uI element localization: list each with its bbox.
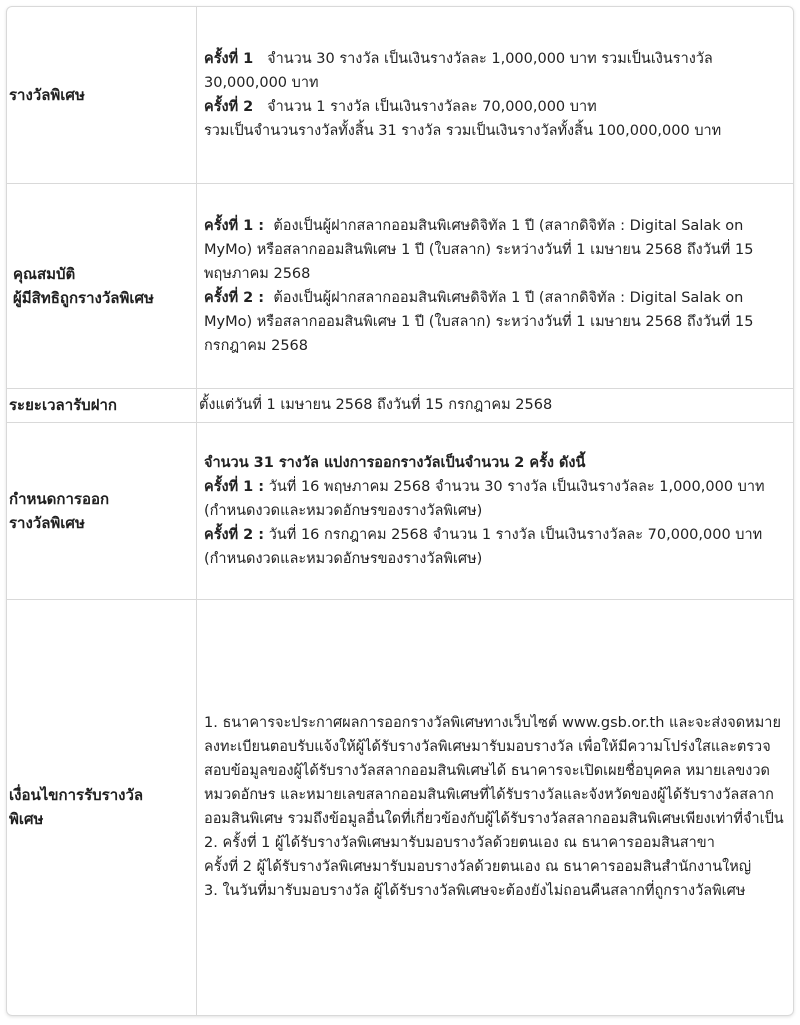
row-label-deposit-period: ระยะเวลารับฝาก (7, 388, 197, 422)
round-label: ครั้งที่ 2 : (204, 526, 265, 543)
content-line: 1. ธนาคารจะประกาศผลการออกรางวัลพิเศษทางเว็บไซต์ www.gsb.or.th และจะส่งจดหมายลงทะเบียนตอบรับแจ้งให้ผู้ได้รับรางวัลพิเศษมารับมอบรางวัล เพื่อให้มีความโปร่งใสและตรวจสอบข้อมูลของผู้ได้รับรางวัลสลากออมสินพิเศษได้ ธนาคารจะเปิดเผยชื่อบุคคล หมายเลขงวด หมวดอักษร และหมายเลขสลากออมสินพิเศษที่ได้รับรางวัลและจังหวัดของผู้ได้รับรางวัลสลากออมสินพิเศษ รวมถึงข้อมูลอื่นใดที่เกี่ยวข้องกับผู้ได้รับรางวัลสลากออมสินพิเศษเพียงเท่าที่จำเป็น (204, 715, 784, 828)
round-text: ต้องเป็นผู้ฝากสลากออมสินพิเศษดิจิทัล 1 ปี (สลากดิจิทัล : Digital Salak on MyMo) หรือสลากออมสินพิเศษ 1 ปี (ใบสลาก) ระหว่างวันที่ 1 เมษายน 2568 ถึงวันที่ 15 กรกฎาคม 2568 (204, 289, 759, 354)
table-row-draw-schedule (7, 422, 793, 599)
label-line: กำหนดการออก (9, 489, 110, 508)
row-label-conditions (7, 599, 197, 1015)
round-label: ครั้งที่ 2 : (204, 289, 265, 306)
table-row-deposit-period (7, 388, 793, 422)
prize-info-table (7, 7, 793, 1015)
round-text: วันที่ 16 พฤษภาคม 2568 จำนวน 30 รางวัล เป็นเงินรางวัลละ 1,000,000 บาท (กำหนดงวดและหมวดอักษรของรางวัลพิเศษ) (204, 478, 770, 519)
row-content-special-prize (197, 7, 794, 183)
round-label: ครั้งที่ 2 (204, 98, 254, 115)
row-label-draw-schedule (7, 422, 197, 599)
row-content-eligibility (197, 183, 794, 388)
round-label: ครั้งที่ 1 : (204, 217, 265, 234)
table-row-special-prize (7, 7, 793, 183)
row-label-special-prize: รางวัลพิเศษ (7, 7, 197, 183)
draw-schedule-heading: จำนวน 31 รางวัล แบ่งการออกรางวัลเป็นจำนวน 2 ครั้ง ดังนี้ (204, 454, 586, 471)
content-line (204, 523, 785, 571)
label-line: พิเศษ (9, 810, 44, 829)
content-line (204, 475, 785, 523)
content-line: 2. ครั้งที่ 1 ผู้ได้รับรางวัลพิเศษมารับมอบรางวัลด้วยตนเอง ณ ธนาคารออมสินสาขา (204, 835, 715, 852)
prize-info-table-container (6, 6, 794, 1016)
label-line: รางวัลพิเศษ (9, 513, 85, 532)
label-line: คุณสมบัติ (13, 264, 76, 283)
table-row-eligibility (7, 183, 793, 388)
row-label-eligibility (7, 183, 197, 388)
content-line (204, 47, 785, 95)
content-line (204, 214, 785, 286)
row-content-deposit-period: ตั้งแต่วันที่ 1 เมษายน 2568 ถึงวันที่ 15 กรกฎาคม 2568 (197, 388, 794, 422)
round-text: ต้องเป็นผู้ฝากสลากออมสินพิเศษดิจิทัล 1 ปี (สลากดิจิทัล : Digital Salak on MyMo) หรือสลากออมสินพิเศษ 1 ปี (ใบสลาก) ระหว่างวันที่ 1 เมษายน 2568 ถึงวันที่ 15 พฤษภาคม 2568 (204, 217, 759, 282)
table-row-conditions (7, 599, 793, 1015)
label-line: ผู้มีสิทธิถูกรางวัลพิเศษ (13, 288, 154, 307)
round-label: ครั้งที่ 1 (204, 50, 254, 67)
content-line (204, 95, 785, 119)
round-text: วันที่ 16 กรกฎาคม 2568 จำนวน 1 รางวัล เป็นเงินรางวัลละ 70,000,000 บาท (กำหนดงวดและหมวดอักษรของรางวัลพิเศษ) (204, 526, 767, 567)
round-text: จำนวน 1 รางวัล เป็นเงินรางวัลละ 70,000,000 บาท (253, 98, 597, 115)
content-line (204, 286, 785, 358)
round-text: จำนวน 30 รางวัล เป็นเงินรางวัลละ 1,000,000 บาท รวมเป็นเงินรางวัล 30,000,000 บาท (204, 50, 718, 91)
row-content-draw-schedule (197, 422, 794, 599)
content-line: ครั้งที่ 2 ผู้ได้รับรางวัลพิเศษมารับมอบรางวัลด้วยตนเอง ณ ธนาคารออมสินสำนักงานใหญ่ (204, 859, 752, 876)
row-content-conditions (197, 599, 794, 1015)
content-line: 3. ในวันที่มารับมอบรางวัล ผู้ได้รับรางวัลพิเศษจะต้องยังไม่ถอนคืนสลากที่ถูกรางวัลพิเศษ (204, 883, 746, 900)
label-line: เงื่อนไขการรับรางวัล (9, 786, 144, 805)
content-line: รวมเป็นจำนวนรางวัลทั้งสิ้น 31 รางวัล รวมเป็นเงินรางวัลทั้งสิ้น 100,000,000 บาท (204, 122, 722, 139)
round-label: ครั้งที่ 1 : (204, 478, 265, 495)
